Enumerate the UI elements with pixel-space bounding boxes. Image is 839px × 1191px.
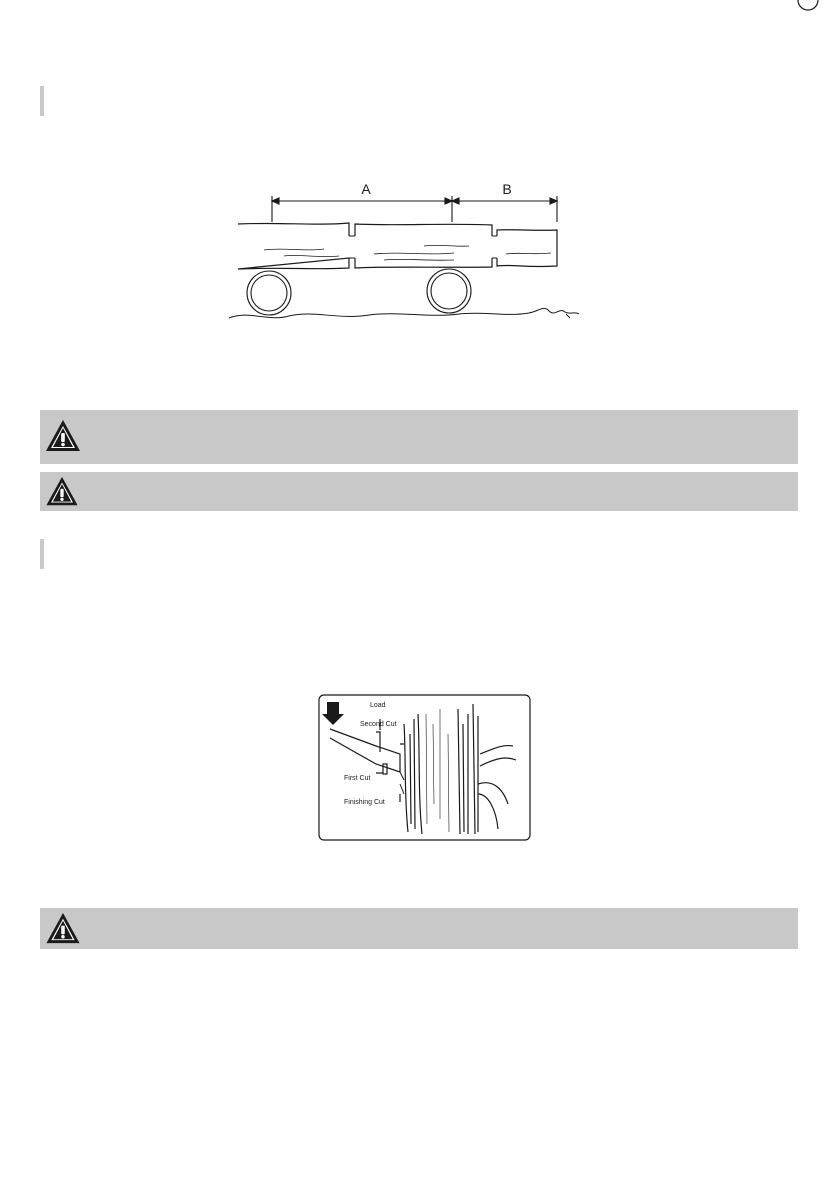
warning-triangle-icon bbox=[44, 418, 82, 454]
dimension-label-a: A bbox=[361, 181, 371, 197]
label-second-cut: Second Cut bbox=[360, 721, 397, 728]
dimension-label-b: B bbox=[502, 181, 512, 197]
page-edge-guide bbox=[0, 0, 839, 20]
warning-bar bbox=[40, 410, 798, 464]
warning-bar bbox=[40, 908, 798, 949]
log-cutting-figure bbox=[224, 178, 580, 324]
label-finishing-cut: Finishing Cut bbox=[344, 799, 385, 806]
section-marker bbox=[40, 86, 44, 116]
section-marker bbox=[40, 539, 44, 569]
warning-triangle-icon bbox=[44, 911, 82, 946]
warning-bar bbox=[40, 472, 798, 511]
limb-cutting-figure bbox=[318, 694, 531, 842]
warning-triangle-icon bbox=[44, 475, 80, 508]
label-load: Load bbox=[370, 702, 386, 709]
label-first-cut: First Cut bbox=[344, 775, 371, 782]
